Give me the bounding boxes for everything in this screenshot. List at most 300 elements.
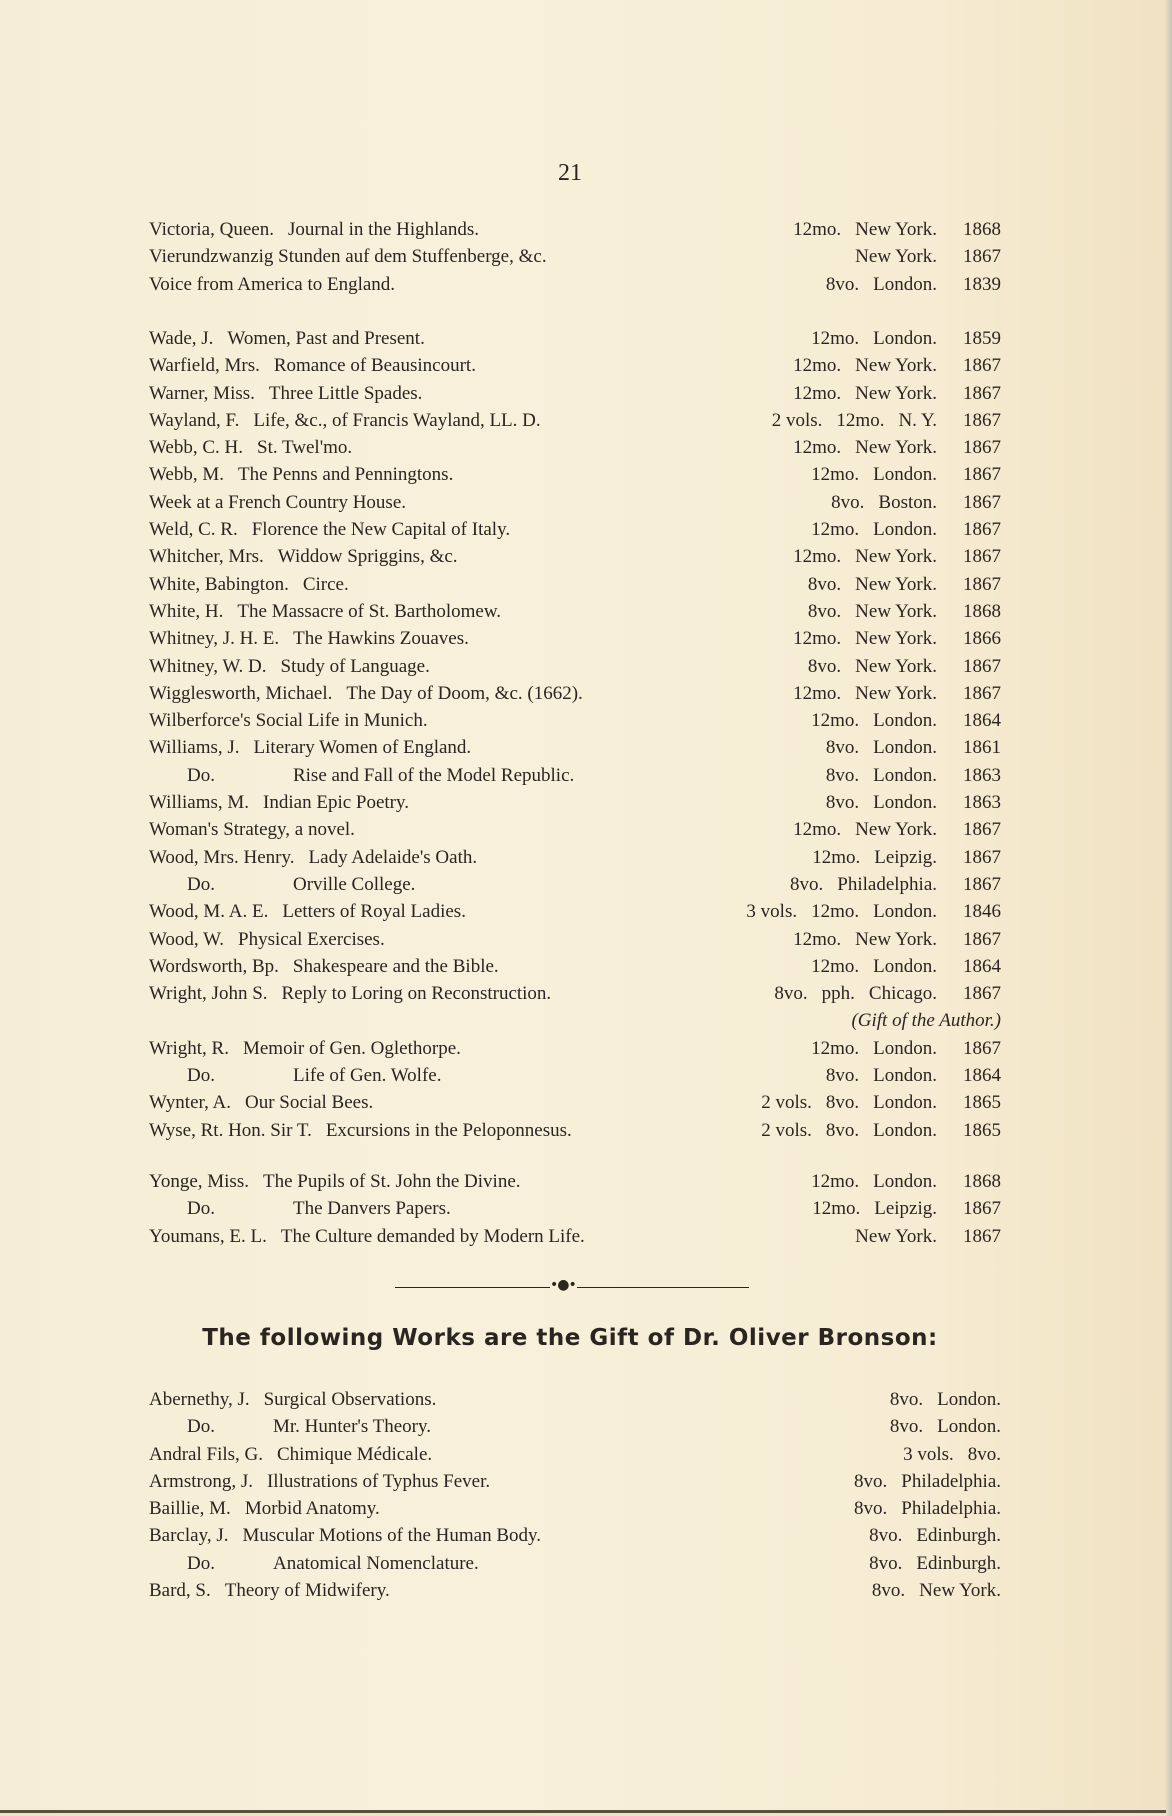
entry-title: Life, &c., of Francis Wayland, LL. D. (253, 409, 541, 431)
catalog-entry (149, 434, 1001, 461)
entry-place: London. (873, 1065, 937, 1087)
entry-author: Bard, S. (149, 1580, 211, 1602)
entry-vols: 2 vols. (761, 1092, 812, 1114)
entry-title: The Culture demanded by Modern Life. (280, 1225, 585, 1247)
entry-year: 1867 (963, 409, 1001, 431)
entry-place: London. (873, 737, 937, 759)
entry-note: (Gift of the Author.) (851, 1010, 1001, 1032)
entry-publication (840, 1468, 1001, 1495)
entry-publication (797, 516, 1001, 543)
entry-publication (812, 734, 1001, 761)
entry-author: Whitcher, Mrs. (149, 546, 264, 568)
entry-author: Weld, C. R. (149, 519, 238, 541)
catalog-entry (149, 271, 1001, 298)
entry-place: London. (873, 328, 937, 349)
catalog-entry (149, 1089, 1001, 1116)
entry-title: Illustrations of Typhus Fever. (266, 1470, 491, 1492)
entry-vols: 3 vols. (746, 901, 798, 923)
catalog-entry (149, 543, 1001, 570)
entry-place: Edinburgh. (916, 1552, 1001, 1574)
entry-place: New York. (855, 1225, 937, 1247)
entry-title: Indian Epic Poetry. (263, 792, 410, 814)
entry-author: Wyse, Rt. Hon. Sir T. (149, 1119, 312, 1141)
entry-author: Whitney, J. H. E. (149, 628, 280, 650)
catalog-entry (149, 1195, 1001, 1222)
ditto-author: Do. (187, 1198, 215, 1220)
entry-title: Morbid Anatomy. (244, 1498, 380, 1520)
entry-publication (798, 844, 1001, 871)
entry-place: Philadelphia. (901, 1470, 1001, 1492)
entry-title: The Penns and Penningtons. (238, 464, 454, 486)
entry-format: 8vo. (889, 1416, 924, 1438)
entry-author: Wynter, A. (149, 1092, 231, 1114)
entry-format: 8vo. (889, 1389, 924, 1410)
entry-title: St. Twel'mo. (257, 437, 353, 459)
entry-author: Abernethy, J. (149, 1389, 250, 1410)
entry-format: 8vo. (869, 1552, 903, 1574)
entry-publication (747, 1089, 1001, 1116)
entry-title: Life of Gen. Wolfe. (292, 1065, 442, 1087)
entry-format: 12mo. (793, 546, 842, 568)
entry-year: 1867 (963, 655, 1001, 677)
entry-author: Week at a French Country House. (149, 491, 407, 513)
entry-title: Literary Women of England. (253, 737, 472, 759)
entry-title: Muscular Motions of the Human Body. (242, 1525, 542, 1547)
catalog-entry (149, 1223, 1001, 1250)
entry-publication (776, 871, 1001, 898)
entry-title: Mr. Hunter's Theory. (272, 1416, 432, 1438)
entry-publication (817, 489, 1001, 516)
entry-author: Williams, M. (149, 792, 250, 814)
entry-publication (779, 216, 1001, 243)
entry-publication (779, 680, 1001, 707)
entry-place: London. (873, 764, 937, 786)
entry-format: 8vo. (854, 1498, 888, 1520)
entry-author: Warfield, Mrs. (149, 355, 260, 377)
catalog-entry (149, 407, 1001, 434)
entry-place: New York. (855, 928, 937, 950)
entry-place: New York. (855, 382, 937, 404)
entry-format: 12mo. (811, 955, 860, 977)
entry-year: 1863 (963, 792, 1001, 814)
entry-title: Women, Past and Present. (227, 328, 425, 349)
entry-title: Anatomical Nomenclature. (272, 1552, 479, 1574)
entry-format: 8vo. (854, 1470, 888, 1492)
entry-place: New York. (855, 246, 937, 268)
catalog-entry (149, 516, 1001, 543)
catalog-section-v (149, 216, 1001, 298)
entry-format: 8vo. (831, 491, 865, 513)
entry-author: Wayland, F. (149, 409, 240, 431)
ditto-author: Do. (187, 873, 215, 895)
entry-title: Lady Adelaide's Oath. (308, 846, 478, 868)
entry-title: Our Social Bees. (245, 1092, 374, 1114)
entry-year: 1867 (963, 819, 1001, 841)
entry-place: Leipzig. (874, 1198, 937, 1220)
entry-place: London. (937, 1389, 1001, 1410)
entry-place: London. (873, 1171, 937, 1192)
entry-publication (779, 625, 1001, 652)
entry-format: 12mo. (793, 219, 842, 240)
entry-place: London. (873, 901, 937, 923)
entry-title: The Pupils of St. John the Divine. (262, 1171, 521, 1192)
catalog-entry (149, 980, 1001, 1007)
entry-year: 1868 (963, 600, 1001, 622)
entry-place: London. (873, 955, 937, 977)
entry-title: Three Little Spades. (268, 382, 423, 404)
entry-format: 8vo. (825, 1065, 860, 1087)
entry-year: 1863 (963, 764, 1001, 786)
entry-title: Study of Language. (280, 655, 430, 677)
entry-publication (794, 653, 1001, 680)
entry-format: 8vo. (825, 1119, 860, 1141)
entry-place: Boston. (878, 491, 937, 513)
catalog-entry (149, 1577, 1001, 1604)
entry-format: 8vo. (825, 764, 860, 786)
entry-format: 8vo. (807, 600, 842, 622)
entry-year: 1846 (963, 901, 1001, 923)
entry-publication (812, 1062, 1001, 1089)
entry-year: 1867 (963, 873, 1001, 895)
entry-title: The Day of Doom, &c. (1662). (346, 682, 583, 704)
entry-year: 1864 (963, 710, 1001, 732)
entry-publication (798, 1195, 1001, 1222)
entry-title: Romance of Beausincourt. (273, 355, 476, 377)
entry-author: Wilberforce's Social Life in Munich. (149, 710, 428, 732)
section-divider-ornament (395, 1277, 749, 1293)
ditto-author: Do. (187, 764, 215, 786)
entry-author: Williams, J. (149, 737, 240, 759)
entry-format: 12mo. (793, 682, 842, 704)
entry-format: 3 vols. (903, 1443, 954, 1465)
catalog-entry (149, 243, 1001, 270)
entry-format: 12mo. (793, 819, 842, 841)
entry-place: Edinburgh. (916, 1525, 1001, 1547)
page-number: 21 (558, 160, 582, 186)
entry-author: Wood, M. A. E. (149, 901, 269, 923)
entry-format: 8vo. (807, 655, 842, 677)
entry-author: Whitney, W. D. (149, 655, 267, 677)
entry-place: London. (873, 710, 937, 732)
entry-author: Barclay, J. (149, 1525, 229, 1547)
entry-format: 8vo. (790, 873, 824, 895)
entry-format: 12mo. (811, 328, 860, 349)
catalog-entry (149, 1168, 1001, 1195)
entry-year: 1867 (963, 1225, 1001, 1247)
entry-format: 12mo. (811, 519, 860, 541)
entry-year: 1867 (963, 1198, 1001, 1220)
entry-year: 1867 (963, 382, 1001, 404)
entry-title: Rise and Fall of the Model Republic. (292, 764, 575, 786)
entry-format: 12mo. (836, 409, 885, 431)
entry-year: 1867 (963, 464, 1001, 486)
entry-format: 12mo. (811, 901, 860, 923)
entry-author: Youmans, E. L. (149, 1225, 267, 1247)
entry-place: London. (873, 792, 937, 814)
entry-vols: 8vo. (774, 983, 808, 1005)
entry-place: Leipzig. (874, 846, 937, 868)
catalog-entry (149, 1035, 1001, 1062)
entry-format: 8vo. (825, 792, 860, 814)
entry-author: Baillie, M. (149, 1498, 231, 1520)
entry-publication (758, 407, 1001, 434)
entry-format: 8vo. (825, 737, 860, 759)
ditto-author: Do. (187, 1416, 215, 1438)
catalog-entry (149, 816, 1001, 843)
entry-format: 12mo. (793, 628, 842, 650)
entry-place: New York. (855, 682, 937, 704)
entry-format: 12mo. (793, 382, 842, 404)
entry-format: 12mo. (811, 464, 860, 486)
entry-author: Voice from America to England. (149, 273, 396, 295)
entry-place: Philadelphia. (901, 1498, 1001, 1520)
entry-title: Florence the New Capital of Italy. (251, 519, 511, 541)
entry-publication (760, 980, 1001, 1007)
entry-publication (797, 1168, 1001, 1195)
entry-title: Circe. (302, 573, 349, 595)
entry-format: 8vo. (825, 1092, 860, 1114)
entry-author: Wigglesworth, Michael. (149, 682, 333, 704)
entry-publication (812, 271, 1001, 298)
entry-place: Philadelphia. (837, 873, 937, 895)
catalog-entry (149, 762, 1001, 789)
entry-publication (779, 434, 1001, 461)
entry-year: 1864 (963, 1065, 1001, 1087)
catalog-section-w (149, 325, 1001, 1144)
entry-year: 1868 (963, 219, 1001, 240)
entry-publication (812, 762, 1001, 789)
catalog-entry (149, 871, 1001, 898)
entry-format: 12mo. (811, 710, 860, 732)
catalog-entry (149, 380, 1001, 407)
catalog-entry (149, 680, 1001, 707)
entry-year: 1867 (963, 546, 1001, 568)
catalog-entry (149, 352, 1001, 379)
catalog-entry (149, 898, 1001, 925)
entry-title: Shakespeare and the Bible. (292, 955, 499, 977)
entry-author: Warner, Miss. (149, 382, 255, 404)
entry-title: Physical Exercises. (238, 928, 385, 950)
catalog-entry (149, 461, 1001, 488)
entry-place: London. (873, 1037, 937, 1059)
entry-author: White, Babington. (149, 573, 289, 595)
entry-year: 1868 (963, 1171, 1001, 1192)
entry-publication (876, 1413, 1001, 1440)
entry-place: New York. (855, 437, 937, 459)
entry-format: 12mo. (812, 1198, 861, 1220)
catalog-entry (149, 1495, 1001, 1522)
entry-author: Wright, John S. (149, 983, 268, 1005)
catalog-entry (149, 571, 1001, 598)
entry-title: Chimique Médicale. (277, 1443, 433, 1465)
entry-format: 12mo. (793, 355, 842, 377)
catalog-entry (149, 926, 1001, 953)
catalog-entry (149, 325, 1001, 352)
catalog-entry (149, 1413, 1001, 1440)
entry-publication (840, 1495, 1001, 1522)
gift-section-list (149, 1386, 1001, 1604)
entry-publication (779, 926, 1001, 953)
catalog-entry (149, 1441, 1001, 1468)
catalog-section-y (149, 1168, 1001, 1250)
entry-title: Letters of Royal Ladies. (282, 901, 466, 923)
entry-format: 12mo. (811, 1171, 860, 1192)
catalog-entry (149, 1117, 1001, 1144)
ditto-author: Do. (187, 1552, 215, 1574)
entry-author: Webb, M. (149, 464, 224, 486)
entry-title: The Massacre of St. Bartholomew. (237, 600, 502, 622)
entry-place: New York. (855, 219, 937, 240)
entry-format: 8vo. (807, 573, 842, 595)
entry-publication (797, 325, 1001, 352)
entry-place: London. (873, 1092, 937, 1114)
catalog-entry (149, 1386, 1001, 1413)
entry-place: New York. (855, 546, 937, 568)
entry-year: 1867 (963, 519, 1001, 541)
entry-format: 12mo. (812, 846, 861, 868)
entry-format: pph. (821, 983, 855, 1005)
entry-publication (797, 707, 1001, 734)
entry-author: Woman's Strategy, a novel. (149, 819, 355, 841)
catalog-entry (149, 653, 1001, 680)
entry-year: 1864 (963, 955, 1001, 977)
entry-title: Journal in the Highlands. (287, 219, 479, 240)
entry-publication (794, 598, 1001, 625)
entry-place: London. (873, 273, 937, 295)
entry-title: The Hawkins Zouaves. (293, 628, 469, 650)
page-edge (1166, 0, 1172, 1816)
entry-year: 1839 (963, 273, 1001, 295)
entry-year: 1865 (963, 1119, 1001, 1141)
entry-format: 12mo. (793, 928, 842, 950)
entry-place: New York. (855, 600, 937, 622)
entry-vols: 2 vols. (771, 409, 823, 431)
entry-publication (797, 461, 1001, 488)
entry-year: 1867 (963, 983, 1001, 1005)
entry-author: Armstrong, J. (149, 1470, 253, 1492)
entry-publication (889, 1441, 1001, 1468)
catalog-entry (149, 734, 1001, 761)
entry-year: 1867 (963, 355, 1001, 377)
entry-place: New York. (855, 655, 937, 677)
entry-format: 12mo. (811, 1037, 860, 1059)
entry-year: 1867 (963, 491, 1001, 513)
catalog-entry (149, 707, 1001, 734)
entry-author: Wright, R. (149, 1037, 229, 1059)
entry-vols: 2 vols. (761, 1119, 812, 1141)
entry-publication (841, 243, 1001, 270)
catalog-entry (149, 598, 1001, 625)
catalog-entry (149, 489, 1001, 516)
entry-author: Yonge, Miss. (149, 1171, 249, 1192)
entry-publication (855, 1522, 1001, 1549)
entry-publication (812, 789, 1001, 816)
entry-year: 1866 (963, 628, 1001, 650)
entry-place: London. (873, 519, 937, 541)
entry-title: Theory of Midwifery. (224, 1580, 390, 1602)
entry-author: Wood, Mrs. Henry. (149, 846, 295, 868)
entry-place: N. Y. (898, 409, 937, 431)
entry-publication (797, 1035, 1001, 1062)
entry-author: Wood, W. (149, 928, 225, 950)
entry-title: Reply to Loring on Reconstruction. (281, 983, 552, 1005)
divider-dots: •●• (550, 1277, 576, 1293)
entry-title: Memoir of Gen. Oglethorpe. (242, 1037, 461, 1059)
entry-publication (794, 571, 1001, 598)
gift-section-heading: The following Works are the Gift of Dr. Oliver Bronson: (202, 1325, 938, 1351)
catalog-entry (149, 625, 1001, 652)
entry-year: 1867 (963, 246, 1001, 268)
entry-author: Wade, J. (149, 328, 214, 349)
entry-format: 8vo. (869, 1525, 903, 1547)
catalog-entry (149, 844, 1001, 871)
entry-author: Wordsworth, Bp. (149, 955, 279, 977)
catalog-entry (149, 216, 1001, 243)
catalog-entry (149, 1522, 1001, 1549)
entry-title: The Danvers Papers. (292, 1198, 451, 1220)
entry-publication (858, 1577, 1001, 1604)
entry-publication (779, 543, 1001, 570)
entry-place: New York. (855, 355, 937, 377)
entry-publication (779, 380, 1001, 407)
entry-format: 8vo. (825, 273, 860, 295)
divider-line-left (395, 1287, 550, 1288)
entry-title: Surgical Observations. (263, 1389, 437, 1410)
entry-year: 1867 (963, 1037, 1001, 1059)
entry-format: 8vo. (871, 1580, 906, 1602)
entry-place: New York. (855, 628, 937, 650)
entry-year: 1867 (963, 682, 1001, 704)
catalog-entry (149, 789, 1001, 816)
entry-year: 1867 (963, 437, 1001, 459)
entry-publication (779, 816, 1001, 843)
entry-publication (732, 898, 1001, 925)
entry-title: Orville College. (292, 873, 416, 895)
entry-place: Chicago. (868, 983, 937, 1005)
entry-publication (779, 352, 1001, 379)
entry-publication (797, 953, 1001, 980)
catalog-entry (149, 1550, 1001, 1577)
entry-place: London. (937, 1416, 1001, 1438)
entry-place: New York. (919, 1580, 1001, 1602)
catalog-entry (149, 1062, 1001, 1089)
entry-place: London. (873, 464, 937, 486)
entry-title: Excursions in the Peloponnesus. (325, 1119, 572, 1141)
entry-place: London. (873, 1119, 937, 1141)
entry-place: 8vo. (967, 1443, 1001, 1465)
entry-place: New York. (855, 819, 937, 841)
entry-author: White, H. (149, 600, 224, 622)
entry-format: 12mo. (793, 437, 842, 459)
entry-author: Andral Fils, G. (149, 1443, 263, 1465)
entry-year: 1859 (963, 328, 1001, 349)
entry-year: 1867 (963, 928, 1001, 950)
divider-line-right (577, 1287, 749, 1288)
catalog-entry (149, 1468, 1001, 1495)
entry-publication (841, 1223, 1001, 1250)
entry-place: New York. (855, 573, 937, 595)
entry-year: 1865 (963, 1092, 1001, 1114)
entry-author: Vierundzwanzig Stunden auf dem Stuffenberge, &c. (149, 246, 547, 268)
entry-year: 1861 (963, 737, 1001, 759)
ditto-author: Do. (187, 1065, 215, 1087)
entry-author: Victoria, Queen. (149, 219, 274, 240)
catalog-entry (149, 953, 1001, 980)
entry-publication (855, 1550, 1001, 1577)
entry-author: Webb, C. H. (149, 437, 243, 459)
entry-publication (876, 1386, 1001, 1413)
entry-title: Widdow Spriggins, &c. (277, 546, 458, 568)
